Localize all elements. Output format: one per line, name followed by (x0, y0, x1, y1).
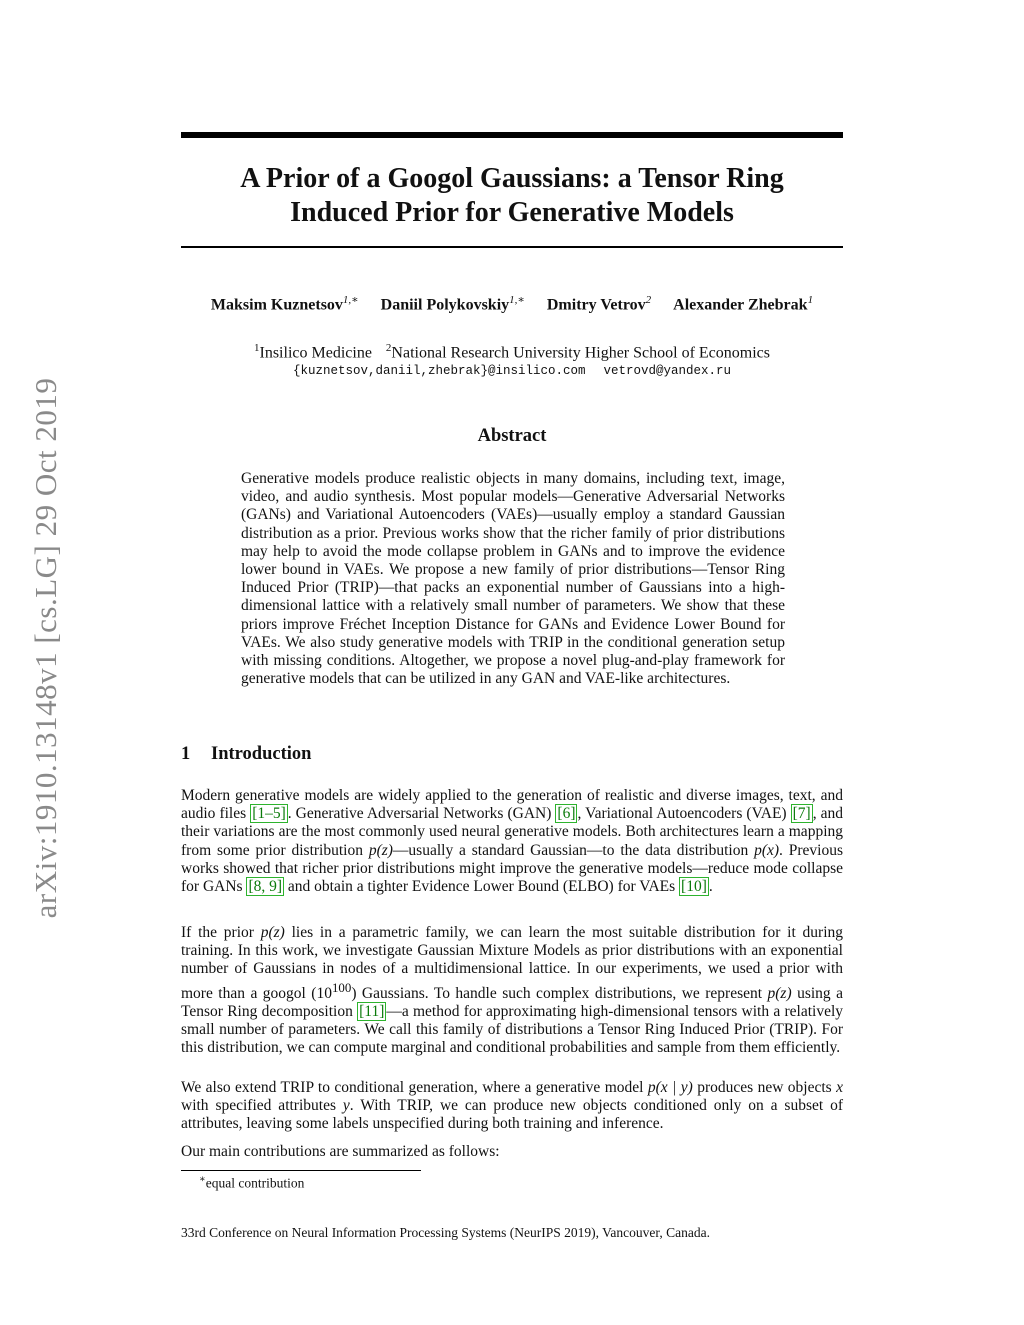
math-expression: y (342, 1097, 350, 1115)
affiliations: $^1$Insilico Medicine $^2$National Research University Higher School of Economics (254, 342, 770, 362)
title-bottom-rule (181, 246, 843, 248)
math-expression: p(z) (368, 841, 393, 859)
math-expression: p(z) (260, 924, 285, 941)
math-expression: p(z) (767, 984, 792, 1002)
author-3: Dmitry Vetrov$^2$ (546, 294, 652, 314)
intro-paragraph-1: Modern generative models are widely applied to the generation of realistic and diverse images, text, and audio files [1–5] . Generative Adversarial Networks (GAN) [6] , Variational Autoencoders (VAE) [7] , and their variations are the most commonly used neural generative models. Both architectures learn a mapping from some prior distribution p(z)—usually a standard Gaussian—to the data distribution p(x). Previous works showed that richer prior distributions might improve the generative models—reduce mode collapse for GANs [8, 9] and obtain a tighter Evidence Lower Bound (ELBO) for VAEs [10] . (181, 787, 843, 896)
math-expression: x (836, 1079, 843, 1096)
section-heading-introduction: 1 Introduction (181, 744, 312, 764)
paper-title (181, 162, 843, 230)
conference-footer: 33rd Conference on Neural Information Processing Systems (NeurIPS 2019), Vancouver, Canada. (181, 1225, 710, 1240)
title-top-rule (181, 132, 843, 138)
title-line-2: Induced Prior for Generative Models (290, 197, 734, 228)
author-list (181, 293, 843, 314)
intro-paragraph-4: Our main contributions are summarized as follows: (181, 1143, 500, 1160)
math-expression: p(x | y) (647, 1079, 693, 1096)
affiliation-1: Insilico Medicine (259, 344, 372, 362)
affiliation-2: National Research University Higher School of Economics (391, 344, 770, 362)
author-2: Daniil Polykovskiy$^{1,∗}$ (380, 294, 525, 314)
citation-link[interactable]: [11] (359, 1002, 385, 1020)
email-1[interactable]: {kuznetsov,daniil,zhebrak}@insilico.com (292, 364, 586, 378)
intro-paragraph-2: If the prior p(z) lies in a parametric family, we can learn the most suitable distribution for it during training. In this work, we investigate Gaussian Mixture Models as prior distributions with an exponential number of Gaussians in nodes of a multidimensional lattice. In our experiments, we used a prior with more than a googol $(10^{100})$ Gaussians. To handle such complex distributions, we represent p(z) using a Tensor Ring decomposition [11] —a method for approximating high-dimensional tensors with a relatively small number of parameters. We call this family of distributions a Tensor Ring Induced Prior (TRIP). For this distribution, we can compute marginal and conditional probabilities and sample from them efficiently. (181, 924, 844, 1057)
abstract-heading: Abstract (477, 426, 547, 446)
footnote: ∗equal contribution (199, 1174, 305, 1191)
title-line-1: A Prior of a Googol Gaussians: a Tensor Ring (240, 163, 784, 194)
math-expression: p(x) (754, 841, 780, 859)
citation-link[interactable]: [6] (557, 805, 576, 823)
citation-link[interactable]: [8, 9] (248, 878, 283, 896)
citation-link[interactable]: [7] (792, 805, 811, 823)
citation-link[interactable]: [10] (681, 878, 707, 896)
intro-paragraph-3: We also extend TRIP to conditional generation, where a generative model p(x | y) produces new objects x with specified attributes y. With TRIP, we can produce new objects conditioned only on a subset of attributes, leaving some labels unspecified during both training and inference. (181, 1079, 843, 1133)
author-1: Maksim Kuznetsov$^{1,∗}$ (210, 294, 359, 314)
author-emails (181, 364, 843, 378)
arxiv-identifier-stamp: arXiv:1910.13148v1 [cs.LG] 29 Oct 2019 (28, 377, 63, 919)
email-2[interactable]: vetrovd@yandex.ru (603, 364, 732, 378)
footnote-rule (181, 1170, 421, 1171)
citation-link[interactable]: [1–5] (252, 805, 286, 823)
author-4: Alexander Zhebrak$^1$ (673, 294, 814, 314)
abstract-text: Generative models produce realistic objects in many domains, including text, image, video, and audio synthesis. Most popular models—Generative Adversarial Networks (GANs) and Variational Autoencoders (VAEs)—usually employ a standard Gaussian distribution as a prior. Previous works show that the richer family of prior distributions may help to avoid the mode collapse problem in GANs and to improve the evidence lower bound in VAEs. We propose a new family of prior distributions—Tensor Ring Induced Prior (TRIP)—that packs an exponential number of Gaussians into a high-dimensional lattice with a relatively small number of parameters. We show that these priors improve Fréchet Inception Distance for GANs and Evidence Lower Bound for VAEs. We also study generative models with TRIP in the conditional generation setup with missing conditions. Altogether, we propose a novel plug-and-play framework for generative models that can be utilized in any GAN and VAE-like architectures. (241, 470, 785, 688)
